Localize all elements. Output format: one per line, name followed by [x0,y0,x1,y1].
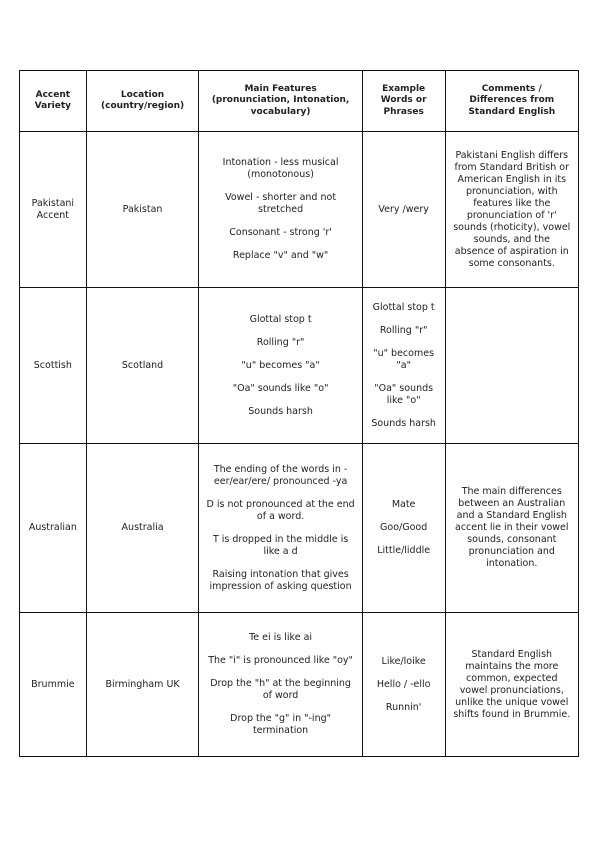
cell-features [199,444,362,613]
table-row [20,288,579,444]
feature-item: Drop the "g" in "-ing" termination [230,713,331,736]
feature-item: The ending of the words in -eer/ear/ere/ pronounced -ya [213,463,348,487]
feature-item: "u" becomes "a" [241,359,320,371]
example-item: "u" becomes "a" [373,347,435,371]
example-item: Little/liddle [377,545,431,556]
feature-item: The "i" is pronounced like "oy" [208,655,353,666]
cell-features [199,288,362,444]
cell-location: Scotland [86,288,199,444]
example-item: Mate [391,499,416,510]
example-item: Very /wery [378,203,429,215]
cell-variety: Brummie [20,613,87,757]
feature-item: Rolling "r" [256,336,305,348]
cell-examples [362,288,445,444]
cell-location: Birmingham UK [86,613,199,757]
cell-variety: Pakistani Accent [20,132,87,288]
example-item: Runnin' [385,701,422,713]
feature-item: Vowel - shorter and not stretched [225,192,337,215]
cell-comments [445,288,578,444]
header-accent-variety: Accent Variety [20,71,87,132]
accent-comparison-table [19,70,579,757]
header-comments: Comments / Differences from Standard English [445,71,578,132]
cell-location: Australia [86,444,199,613]
table-row [20,132,579,288]
cell-examples [362,613,445,757]
example-item: Goo/Good [380,522,428,533]
feature-item: Intonation - less musical (monotonous) [222,157,339,180]
table-row [20,613,579,757]
header-example-words: Example Words or Phrases [362,71,445,132]
table-row [20,444,579,613]
feature-item: Raising intonation that gives impression of asking question [209,568,352,592]
feature-item: "Oa" sounds like "o" [232,382,329,394]
feature-item: Drop the "h" at the beginning of word [210,678,351,701]
header-location: Location (country/region) [86,71,199,132]
cell-variety: Australian [20,444,87,613]
feature-item: Glottal stop t [249,313,312,325]
cell-location: Pakistan [86,132,199,288]
cell-comments: The main differences between an Australian and a Standard English accent lie in their vowel sounds, consonant pronunciation and intonation. [445,444,578,613]
feature-item: T is dropped in the middle is like a d [212,533,349,557]
feature-item: Sounds harsh [248,405,313,417]
cell-comments: Pakistani English differs from Standard British or American English in its pronunciation, with features like the pronunciation of 'r' sounds (rhoticity), vowel sounds, and the absence of aspiration in some consonants. [445,132,578,288]
feature-item: Consonant - strong 'r' [229,227,332,238]
example-item: Hello / -ello [376,678,431,690]
cell-features [199,613,362,757]
example-item: Glottal stop t [372,301,435,313]
feature-item: Te ei is like ai [249,632,313,643]
cell-variety: Scottish [20,288,87,444]
feature-item: Replace "v" and "w" [232,250,329,261]
header-main-features: Main Features (pronunciation, Intonation, vocabulary) [199,71,362,132]
example-item: "Oa" sounds like "o" [374,382,434,406]
cell-comments: Standard English maintains the more common, expected vowel pronunciations, unlike the unique vowel shifts found in Brummie. [445,613,578,757]
table-header-row [20,71,579,132]
cell-examples [362,132,445,288]
example-item: Like/loike [381,655,426,667]
example-item: Sounds harsh [371,417,436,429]
feature-item: D is not pronounced at the end of a word. [206,498,355,522]
example-item: Rolling "r" [379,324,428,336]
cell-features [199,132,362,288]
cell-examples [362,444,445,613]
